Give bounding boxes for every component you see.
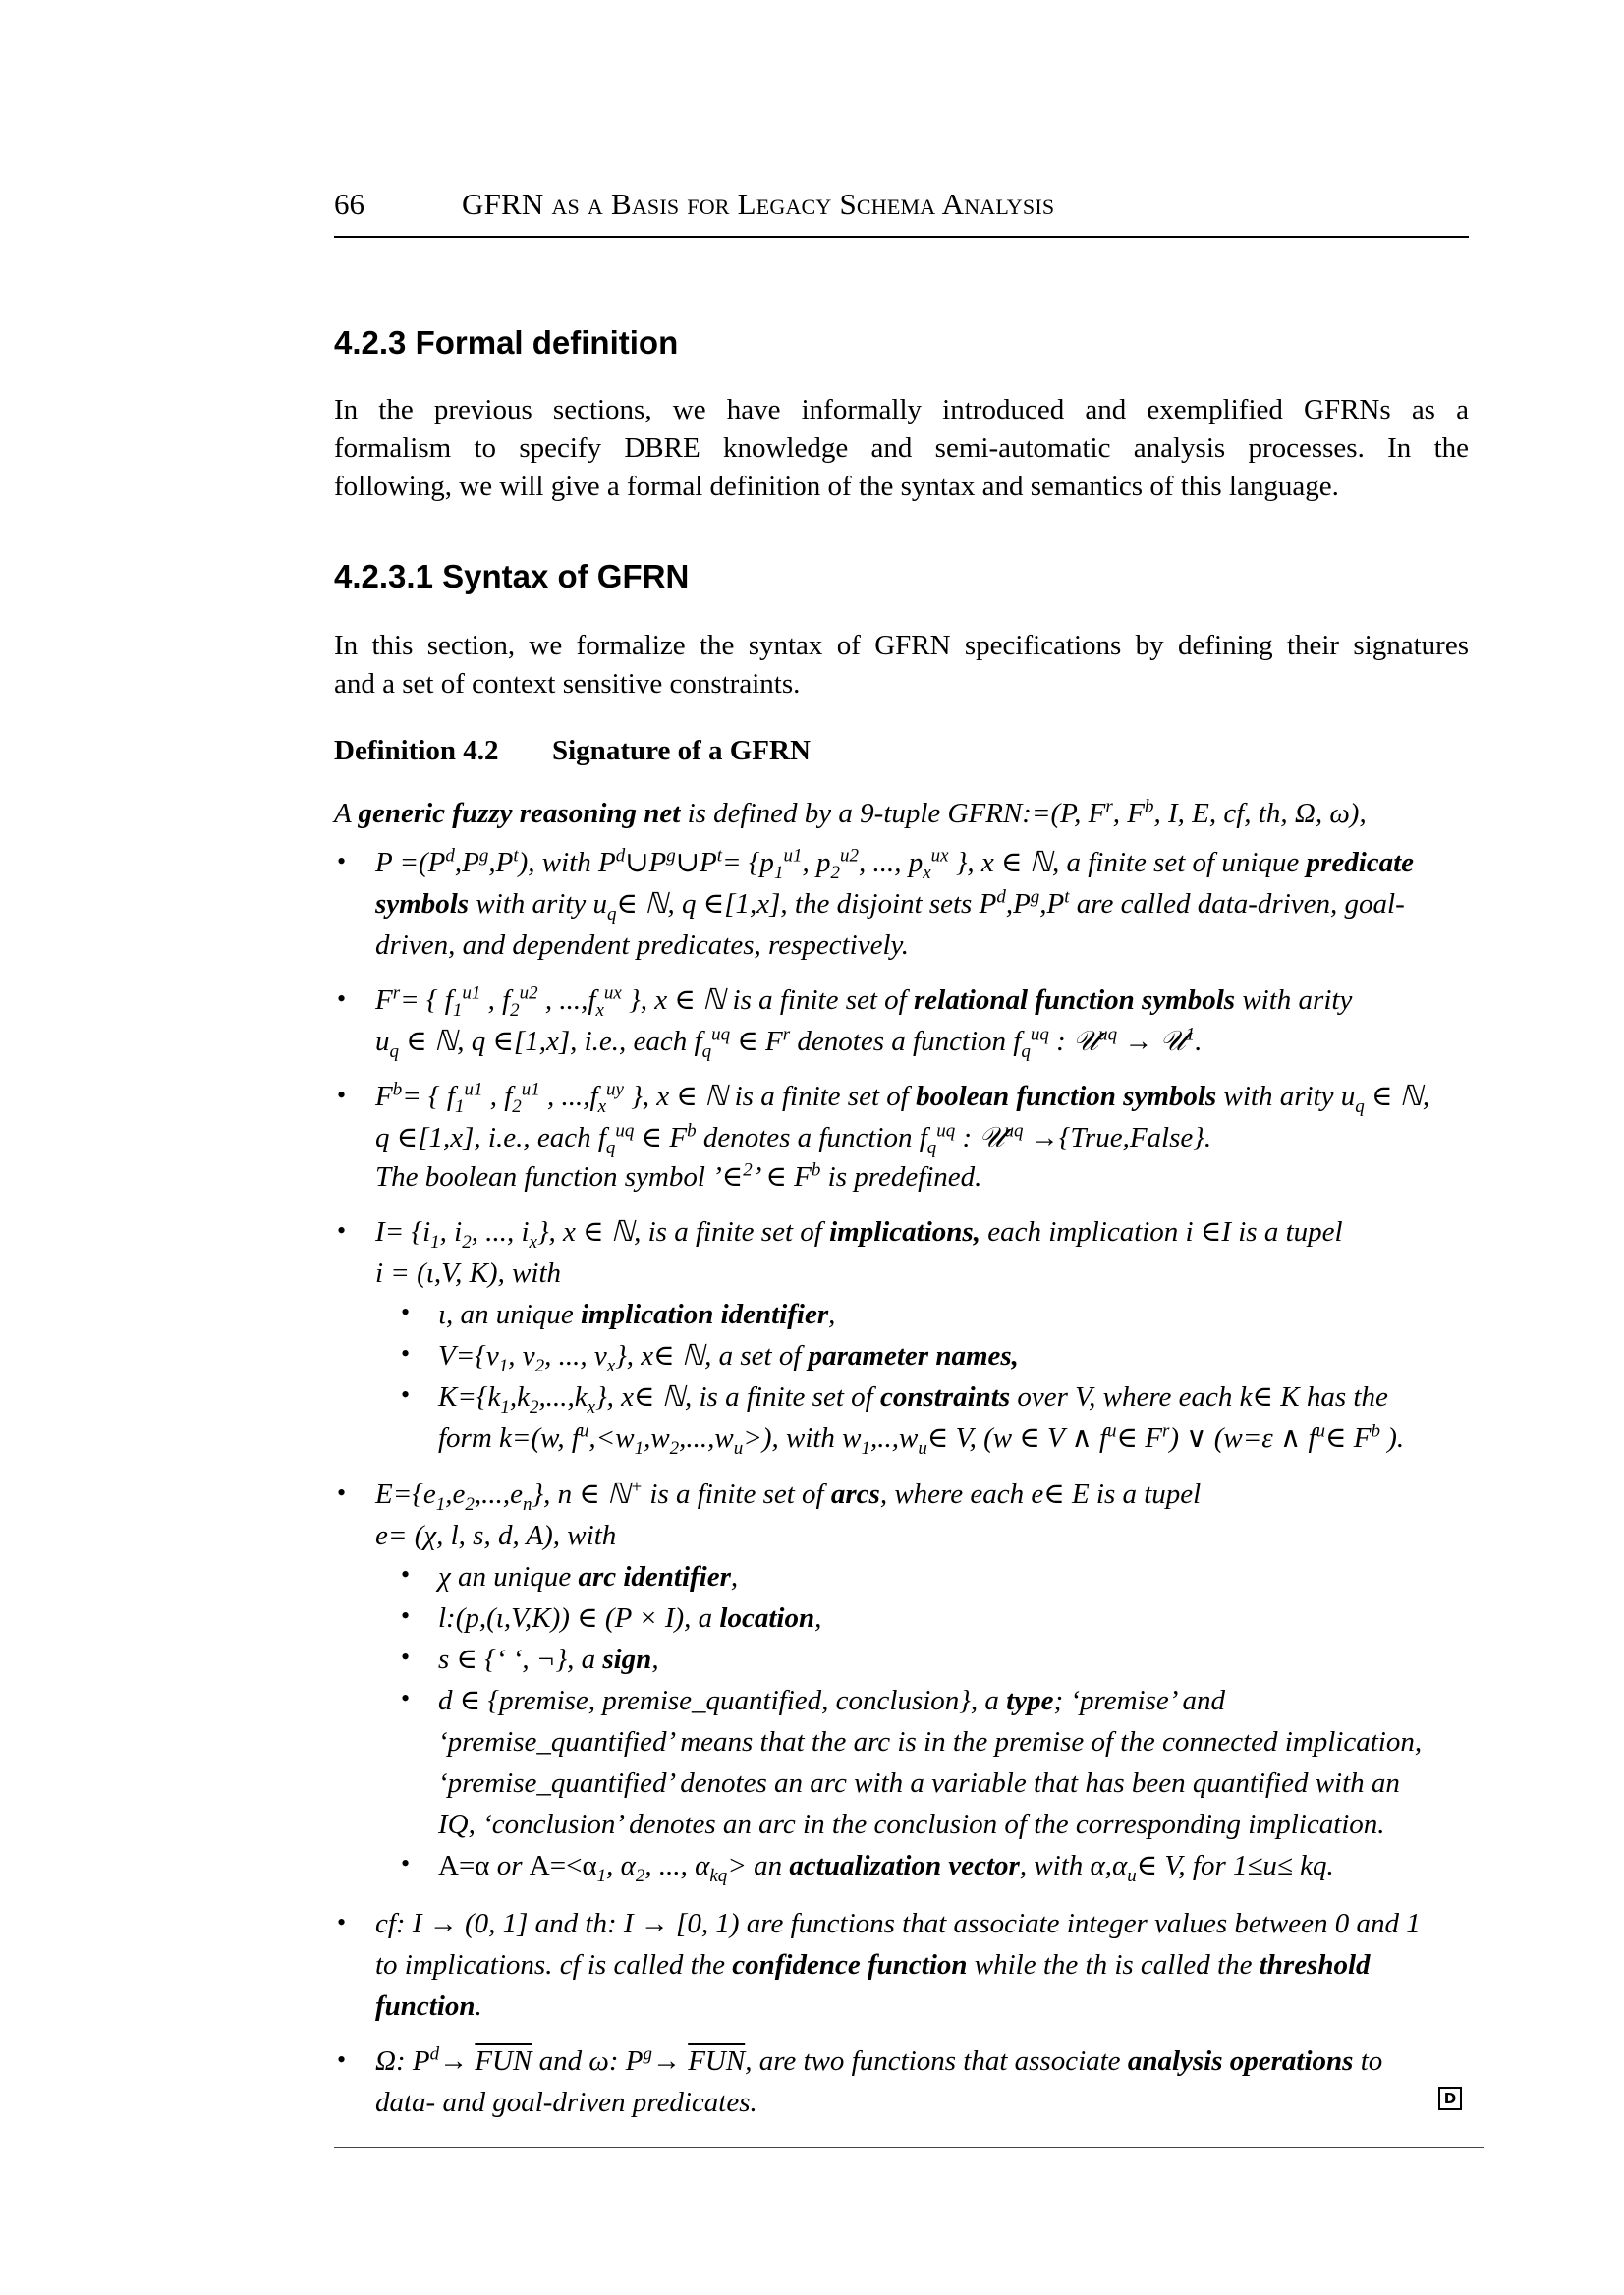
- bullet-icon: •: [337, 984, 347, 1013]
- arcs-line-2: e= (χ, l, s, d, A), with: [375, 1520, 617, 1551]
- constraints-line-1: $K=\{k_1,k_2,...,k_x\}$, x∈ ℕ, is a finite set of constraints over V, where each k∈ K has the: [438, 1381, 1388, 1418]
- bullet-icon: •: [401, 1339, 411, 1368]
- bullet-icon: •: [337, 1081, 347, 1109]
- running-title: GFRN as a Basis for Legacy Schema Analysis: [462, 187, 1055, 221]
- bullet-icon: •: [337, 2045, 347, 2074]
- definition-heading: [334, 735, 811, 767]
- text-line: following, we will give a formal definition of the syntax and semantics of this language.: [334, 471, 1339, 502]
- end-of-definition-icon: D: [1438, 2087, 1462, 2110]
- bullet-icon: •: [337, 847, 347, 875]
- parameter-names: $V=\{v_1$, $v_2$, ..., $v_x$}, x∈ ℕ, a set of parameter names,: [438, 1340, 1019, 1376]
- subsection-heading: 4.2.3.1 Syntax of GFRN: [334, 558, 690, 594]
- predicate-line-1: $P =(P^d,P^g,P^t)$, with $P^d\cup P^g\cup P^t= \{p_1^{u1}$, $p_2^{u2}$, ..., $p_x^{ux}$ }, x ∈ ℕ, a finite set of unique predicate: [375, 845, 1415, 883]
- bullet-icon: •: [401, 1560, 411, 1589]
- arc-location: l:(p,(ι,V,K)) ∈ (P × I), a location,: [438, 1602, 822, 1634]
- bullet-icon: •: [401, 1601, 411, 1630]
- arc-sign: s ∈ {‘ ‘, ¬}, a sign,: [438, 1644, 659, 1675]
- definition-lead: A generic fuzzy reasoning net is defined by a 9-tuple GFRN:=(P, $F^r$, $F^b$, I, E, cf, th, Ω, ω),: [334, 796, 1367, 829]
- bullet-icon: •: [401, 1643, 411, 1671]
- predicate-line-2: symbols with arity $u_q\in$ ℕ, q ∈[1,x], the disjoint sets $P^d,P^g,P^t$ are called data-driven, goal-: [375, 886, 1405, 924]
- footer-rule: [334, 2147, 1484, 2148]
- actualization-vector: A=α or $A=<\alpha_1$, $\alpha_2$, ..., $\alpha_{kq}>$ an actualization vector, with $\alpha,\alpha_u\in$ V, for 1≤u≤ kq.: [438, 1850, 1334, 1886]
- bullet-icon: •: [337, 1216, 347, 1245]
- text-line: In the previous sections, we have informally introduced and exemplified GFRNs as a: [334, 394, 1469, 425]
- subsection-intro: [334, 627, 1469, 703]
- bullet-icon: •: [401, 1380, 411, 1409]
- section-intro: [334, 391, 1469, 506]
- analysis-ops-line-1: Ω: $P^d\to \overline{FUN}$ and ω: $P^g\to \overline{FUN}$, are two functions that associate analysis operations to: [375, 2043, 1383, 2077]
- section-heading: 4.2.3 Formal definition: [334, 324, 679, 361]
- arc-identifier: χ an unique arc identifier,: [438, 1561, 739, 1593]
- confidence-line-3: function.: [375, 1990, 482, 2022]
- predicate-line-3: driven, and dependent predicates, respectively.: [375, 929, 910, 961]
- confidence-line-1: cf: I → (0, 1] and th: I → [0, 1) are functions that associate integer values between 0 and 1: [375, 1908, 1421, 1939]
- analysis-ops-line-2: data- and goal-driven predicates.: [375, 2087, 757, 2118]
- relational-line-2: $u_q$ ∈ ℕ, q ∈[1,x], i.e., each $f_q^{uq}$ ∈ $F^r$ denotes a function $f_q^{uq}$ : 𝒰$^{uq}$ → 𝒰$^1$.: [375, 1024, 1203, 1062]
- bullet-icon: •: [337, 1479, 347, 1507]
- constraints-line-2: form k=(w, $f^u,<w_1,w_2,...,w_u>$), with $w_1,..,w_u\in$ V, (w ∈ V ∧ $f^u\in$ $F^r$) ∨ (w=ε ∧ $f^u\in$ $F^b$ ).: [438, 1421, 1405, 1459]
- text-line: and a set of context sensitive constraints.: [334, 668, 801, 700]
- definition-title: Signature of a GFRN: [552, 735, 811, 766]
- arc-type-line-3: ‘premise_quantified’ denotes an arc with a variable that has been quantified with an: [438, 1767, 1400, 1799]
- implication-line-1: $I= \{i_1$, $i_2$, ..., $i_x$}, x ∈ ℕ, is a finite set of implications, each implication i ∈I is a tupel: [375, 1216, 1343, 1253]
- bullet-icon: •: [401, 1298, 411, 1326]
- arc-type-line-4: IQ, ‘conclusion’ denotes an arc in the conclusion of the corresponding implication.: [438, 1809, 1385, 1840]
- running-header: [334, 187, 1469, 238]
- boolean-line-3: The boolean function symbol ’∈$^2$’ ∈ $F^b$ is predefined.: [375, 1159, 982, 1193]
- bullet-icon: •: [337, 1908, 347, 1936]
- boolean-line-1: $F^b=$ { $f_1^{u1}$ , $f_2^{u1}$ , $...,f_x^{uy}$ }, x ∈ ℕ is a finite set of boolean function symbols with arity $u_q$ ∈ ℕ,: [375, 1079, 1430, 1117]
- confidence-line-2: to implications. cf is called the confidence function while the th is called the threshold: [375, 1949, 1371, 1981]
- bullet-icon: •: [401, 1684, 411, 1712]
- arc-type-line-1: d ∈ {premise, premise_quantified, conclusion}, a type; ‘premise’ and: [438, 1685, 1225, 1716]
- text-line: formalism to specify DBRE knowledge and semi-automatic analysis processes. In the: [334, 432, 1469, 464]
- implication-line-2: i = (ι,V, K), with: [375, 1258, 562, 1289]
- arc-type-line-2: ‘premise_quantified’ means that the arc is in the premise of the connected implication,: [438, 1726, 1423, 1758]
- text-line: In this section, we formalize the syntax of GFRN specifications by defining their signatures: [334, 630, 1469, 661]
- page-number: 66: [334, 187, 364, 221]
- boolean-line-2: q ∈[1,x], i.e., each $f_q^{uq}$ ∈ $F^b$ denotes a function $f_q^{uq}$ : 𝒰$^{uq}$ →{True,False}.: [375, 1120, 1212, 1158]
- implication-identifier: ι, an unique implication identifier,: [438, 1299, 836, 1330]
- arcs-line-1: $E=\{e_1,e_2,...,e_n\}$, n ∈ ℕ+ is a finite set of arcs, where each e∈ E is a tupel: [375, 1477, 1202, 1515]
- bullet-icon: •: [401, 1849, 411, 1877]
- relational-line-1: $F^r=$ { $f_1^{u1}$ , $f_2^{u2}$ , $...,f_x^{ux}$ }, x ∈ ℕ is a finite set of relational function symbols with arity: [375, 982, 1353, 1021]
- definition-label: Definition 4.2: [334, 735, 499, 766]
